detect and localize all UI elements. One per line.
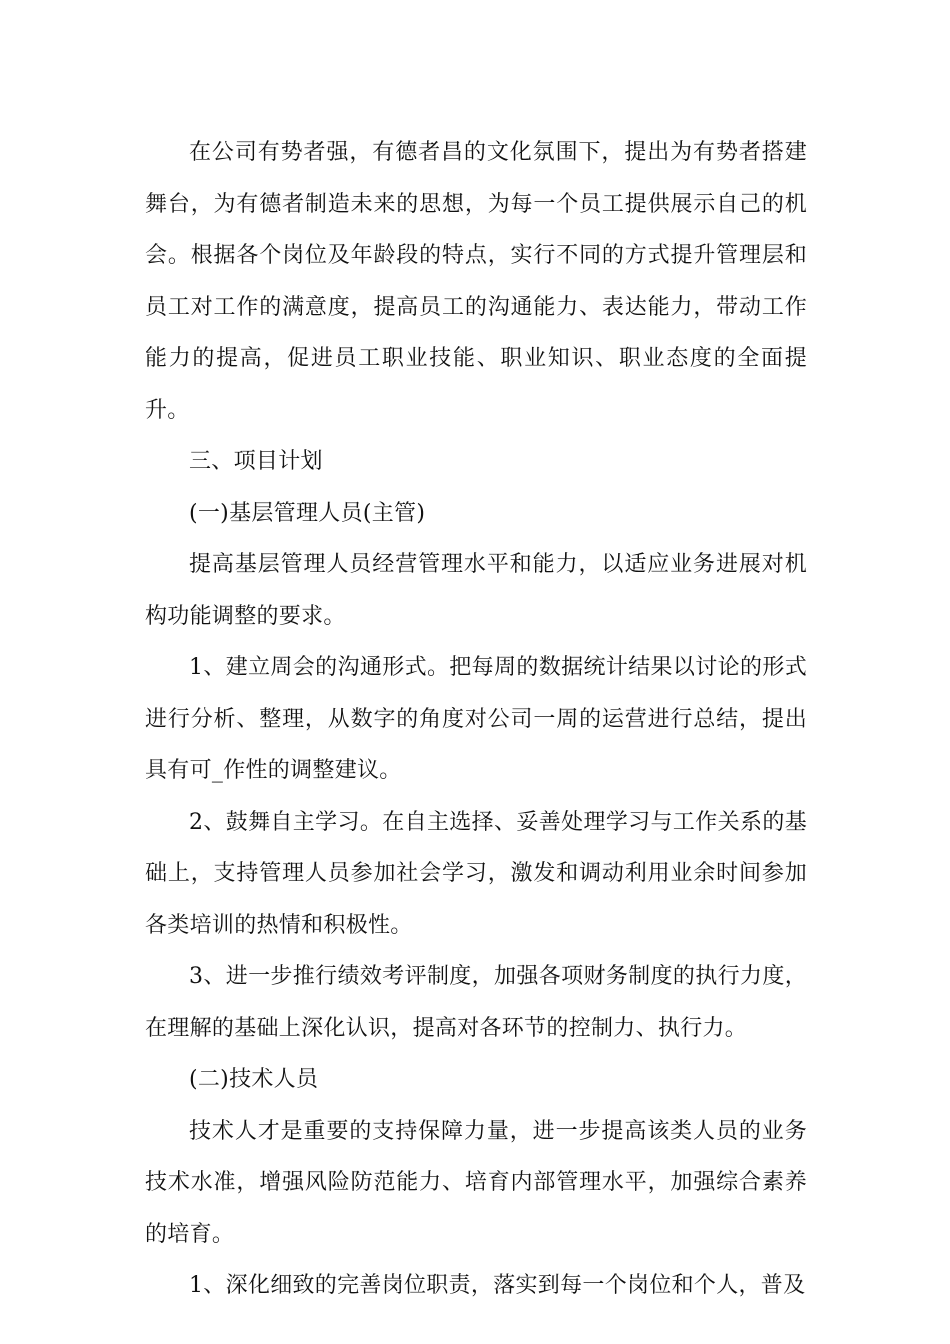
paragraph-job-duties: 1、深化细致的完善岗位职责，落实到每一个岗位和个人，普及 bbox=[189, 1273, 806, 1298]
paragraph-technical-goal: 技术人才是重要的支持保障力量，进一步提高该类人员的业务技术水准，增强风险防范能力、培育内部管理水平，加强综合素养的培育。 bbox=[145, 1118, 807, 1247]
document-body bbox=[145, 127, 807, 1312]
paragraph-self-study: 2、鼓舞自主学习。在自主选择、妥善处理学习与工作关系的基础上，支持管理人员参加社会学习，激发和调动利用业余时间参加各类培训的热情和积极性。 bbox=[145, 809, 807, 938]
paragraph-manager-goal: 提高基层管理人员经营管理水平和能力，以适应业务进展对机构功能调整的要求。 bbox=[145, 552, 807, 629]
heading-basic-managers: (一)基层管理人员(主管) bbox=[189, 500, 426, 526]
heading-technical-staff: (二)技术人员 bbox=[189, 1067, 319, 1092]
heading-project-plan: 三、项目计划 bbox=[189, 449, 323, 474]
paragraph-performance-review: 3、进一步推行绩效考评制度，加强各项财务制度的执行力度，在理解的基础上深化认识，提高对各环节的控制力、执行力。 bbox=[145, 964, 807, 1041]
paragraph-culture: 在公司有势者强，有德者昌的文化氛围下，提出为有势者搭建舞台，为有德者制造未来的思想，为每一个员工提供展示自己的机会。根据各个岗位及年龄段的特点，实行不同的方式提升管理层和员工对工作的满意度，提高员工的沟通能力、表达能力，带动工作能力的提高，促进员工职业技能、职业知识、职业态度的全面提升。 bbox=[145, 140, 807, 423]
paragraph-weekly-meeting: 1、建立周会的沟通形式。把每周的数据统计结果以讨论的形式进行分析、整理，从数字的角度对公司一周的运营进行总结，提出具有可_作性的调整建议。 bbox=[145, 655, 807, 783]
